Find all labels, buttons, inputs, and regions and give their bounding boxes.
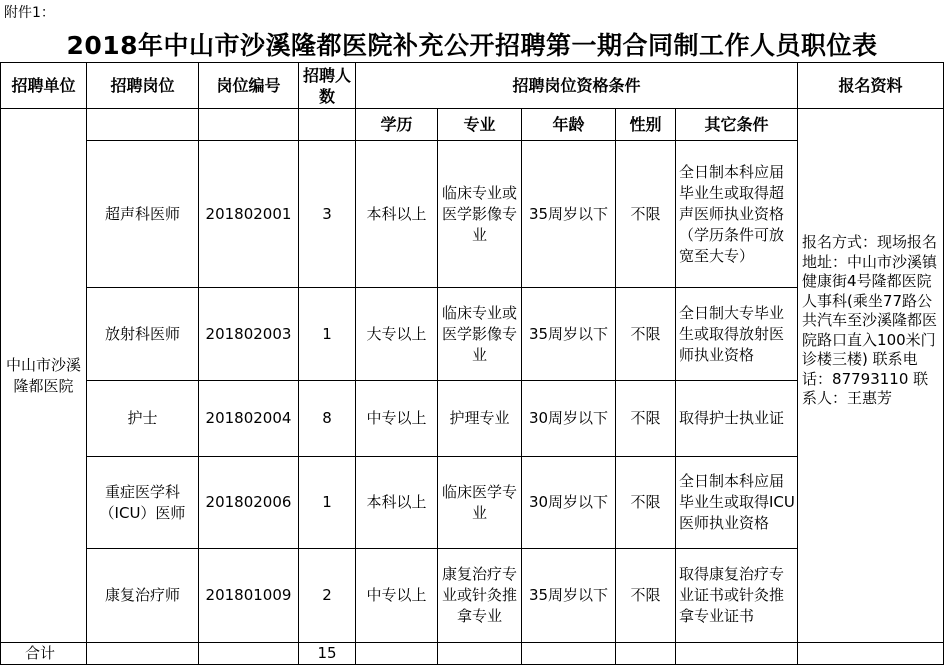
header-unit: 招聘单位	[1, 63, 87, 109]
gender-cell: 不限	[616, 288, 676, 381]
empty-cell	[798, 643, 944, 665]
other-cell: 全日制大专毕业生或取得放射医师执业资格	[676, 288, 798, 381]
education-cell: 本科以上	[356, 457, 438, 549]
count-cell: 1	[299, 288, 356, 381]
header-count: 招聘人数	[299, 63, 356, 109]
header-other: 其它条件	[676, 109, 798, 141]
header-requirements: 招聘岗位资格条件	[356, 63, 798, 109]
empty-cell	[87, 109, 199, 141]
page-title: 2018年中山市沙溪隆都医院补充公开招聘第一期合同制工作人员职位表	[66, 31, 878, 60]
header-education: 学历	[356, 109, 438, 141]
empty-cell	[299, 109, 356, 141]
code-cell: 201801009	[199, 549, 299, 643]
education-cell: 中专以上	[356, 549, 438, 643]
positions-table	[0, 62, 944, 665]
empty-cell	[438, 643, 522, 665]
subheader-row	[1, 109, 944, 141]
other-cell: 取得康复治疗专业证书或针灸推拿专业证书	[676, 549, 798, 643]
position-cell: 重症医学科（ICU）医师	[87, 457, 199, 549]
position-cell: 超声科医师	[87, 141, 199, 288]
major-cell: 康复治疗专业或针灸推拿专业	[438, 549, 522, 643]
code-cell: 201802006	[199, 457, 299, 549]
empty-cell	[87, 643, 199, 665]
major-cell: 临床医学专业	[438, 457, 522, 549]
gender-cell: 不限	[616, 381, 676, 457]
total-row	[1, 643, 944, 665]
position-cell: 放射科医师	[87, 288, 199, 381]
other-cell: 取得护士执业证	[676, 381, 798, 457]
header-position: 招聘岗位	[87, 63, 199, 109]
code-cell: 201802004	[199, 381, 299, 457]
empty-cell	[522, 643, 616, 665]
major-cell: 临床专业或医学影像专业	[438, 288, 522, 381]
position-cell: 护士	[87, 381, 199, 457]
count-cell: 1	[299, 457, 356, 549]
position-cell: 康复治疗师	[87, 549, 199, 643]
major-cell: 临床专业或医学影像专业	[438, 141, 522, 288]
gender-cell: 不限	[616, 457, 676, 549]
header-row	[1, 63, 944, 109]
age-cell: 30周岁以下	[522, 381, 616, 457]
gender-cell: 不限	[616, 141, 676, 288]
age-cell: 30周岁以下	[522, 457, 616, 549]
header-major: 专业	[438, 109, 522, 141]
attachment-label: 附件1：	[4, 5, 55, 21]
empty-cell	[199, 109, 299, 141]
age-cell: 35周岁以下	[522, 549, 616, 643]
education-cell: 中专以上	[356, 381, 438, 457]
other-cell: 全日制本科应届毕业生或取得ICU医师执业资格	[676, 457, 798, 549]
header-code: 岗位编号	[199, 63, 299, 109]
count-cell: 8	[299, 381, 356, 457]
materials-info: 报名方式：现场报名 地址：中山市沙溪镇健康街4号隆都医院人事科(乘坐77路公共汽车至沙溪隆都医院路口直入100米门诊楼三楼) 联系电话：87793110 联系人：王惠芳	[798, 109, 944, 643]
gender-cell: 不限	[616, 549, 676, 643]
education-cell: 大专以上	[356, 288, 438, 381]
education-cell: 本科以上	[356, 141, 438, 288]
other-cell: 全日制本科应届毕业生或取得超声医师执业资格（学历条件可放宽至大专）	[676, 141, 798, 288]
empty-cell	[356, 643, 438, 665]
empty-cell	[199, 643, 299, 665]
age-cell: 35周岁以下	[522, 141, 616, 288]
code-cell: 201802001	[199, 141, 299, 288]
header-age: 年龄	[522, 109, 616, 141]
code-cell: 201802003	[199, 288, 299, 381]
count-cell: 3	[299, 141, 356, 288]
unit-cell: 中山市沙溪隆都医院	[1, 109, 87, 643]
empty-cell	[676, 643, 798, 665]
count-cell: 2	[299, 549, 356, 643]
total-label: 合计	[1, 643, 87, 665]
major-cell: 护理专业	[438, 381, 522, 457]
empty-cell	[616, 643, 676, 665]
total-count: 15	[299, 643, 356, 665]
header-materials: 报名资料	[798, 63, 944, 109]
header-gender: 性别	[616, 109, 676, 141]
age-cell: 35周岁以下	[522, 288, 616, 381]
